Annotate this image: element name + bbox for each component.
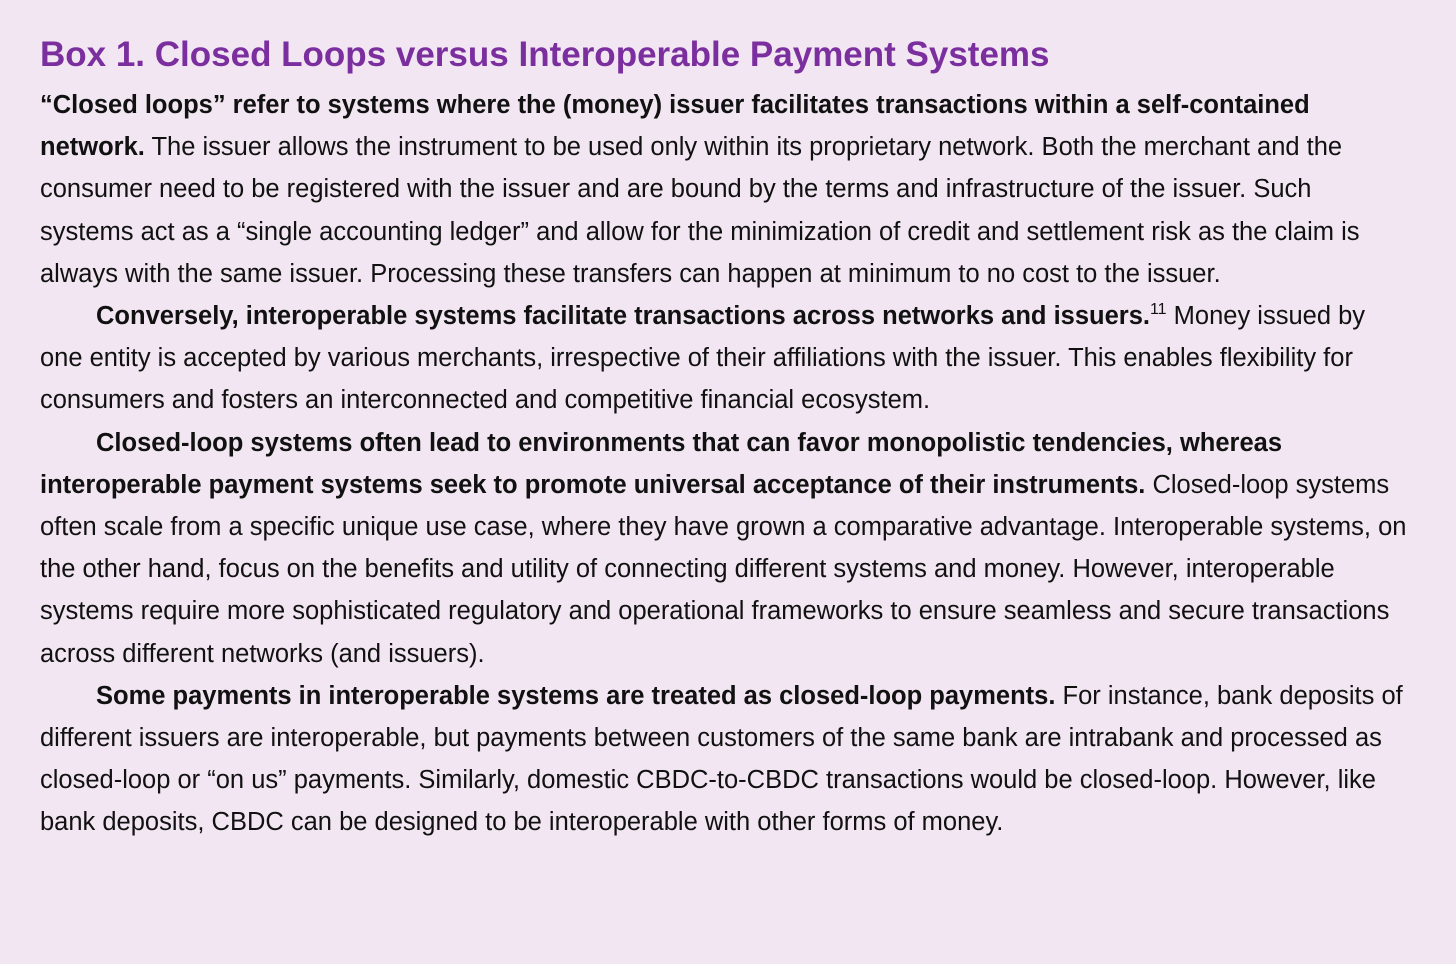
paragraph-body: The issuer allows the instrument to be used only within its proprietary network. Both the merchant and the consumer need to be registered with the issuer and are bound by the terms and infrastructure of the issuer. Such systems act as a “single accounting ledger” and allow for the minimization of credit and settlement risk as the claim is always with the same issuer. Processing these transfers can happen at minimum to no cost to the issuer. bbox=[40, 133, 1360, 288]
paragraph-monopolistic bbox=[40, 422, 1412, 675]
paragraph-body: Money issued by one entity is accepted by various merchants, irrespective of their affiliations with the issuer. This enables flexibility for consumers and fosters an interconnected and competitive financial ecosystem. bbox=[40, 302, 1366, 415]
paragraph-body: Closed-loop systems often scale from a specific unique use case, where they have grown a comparative advantage. Interoperable systems, on the other hand, focus on the benefits and utility of connecting different systems and money. However, interoperable systems require more sophisticated regulatory and operational frameworks to ensure seamless and secure transactions across different networks (and issuers). bbox=[40, 470, 1407, 668]
paragraph-closed-loops bbox=[40, 84, 1412, 295]
footnote-marker[interactable]: 11 bbox=[1149, 301, 1167, 319]
paragraph-interoperable bbox=[40, 295, 1412, 422]
paragraph-lead: Conversely, interoperable systems facilitate transactions across networks and issuers. bbox=[96, 302, 1150, 331]
box-title: Box 1. Closed Loops versus Interoperable Payment Systems bbox=[40, 35, 1050, 74]
paragraph-closed-loop-payments bbox=[40, 675, 1412, 844]
paragraph-body: For instance, bank deposits of different issuers are interoperable, but payments between customers of the same bank are intrabank and processed as closed-loop or “on us” payments. Similarly, domestic CBDC-to-CBDC transactions would be closed-loop. However, like bank deposits, CBDC can be designed to be interoperable with other forms of money. bbox=[40, 681, 1403, 837]
paragraph-lead: Some payments in interoperable systems are treated as closed-loop payments. bbox=[96, 681, 1056, 710]
paragraph-lead: Closed-loop systems often lead to environments that can favor monopolistic tendencies, whereas interoperable payment systems seek to promote universal acceptance of their instruments. bbox=[40, 428, 1283, 499]
paragraph-lead: “Closed loops” refer to systems where the (money) issuer facilitates transactions within a self-contained network. bbox=[40, 91, 1310, 162]
